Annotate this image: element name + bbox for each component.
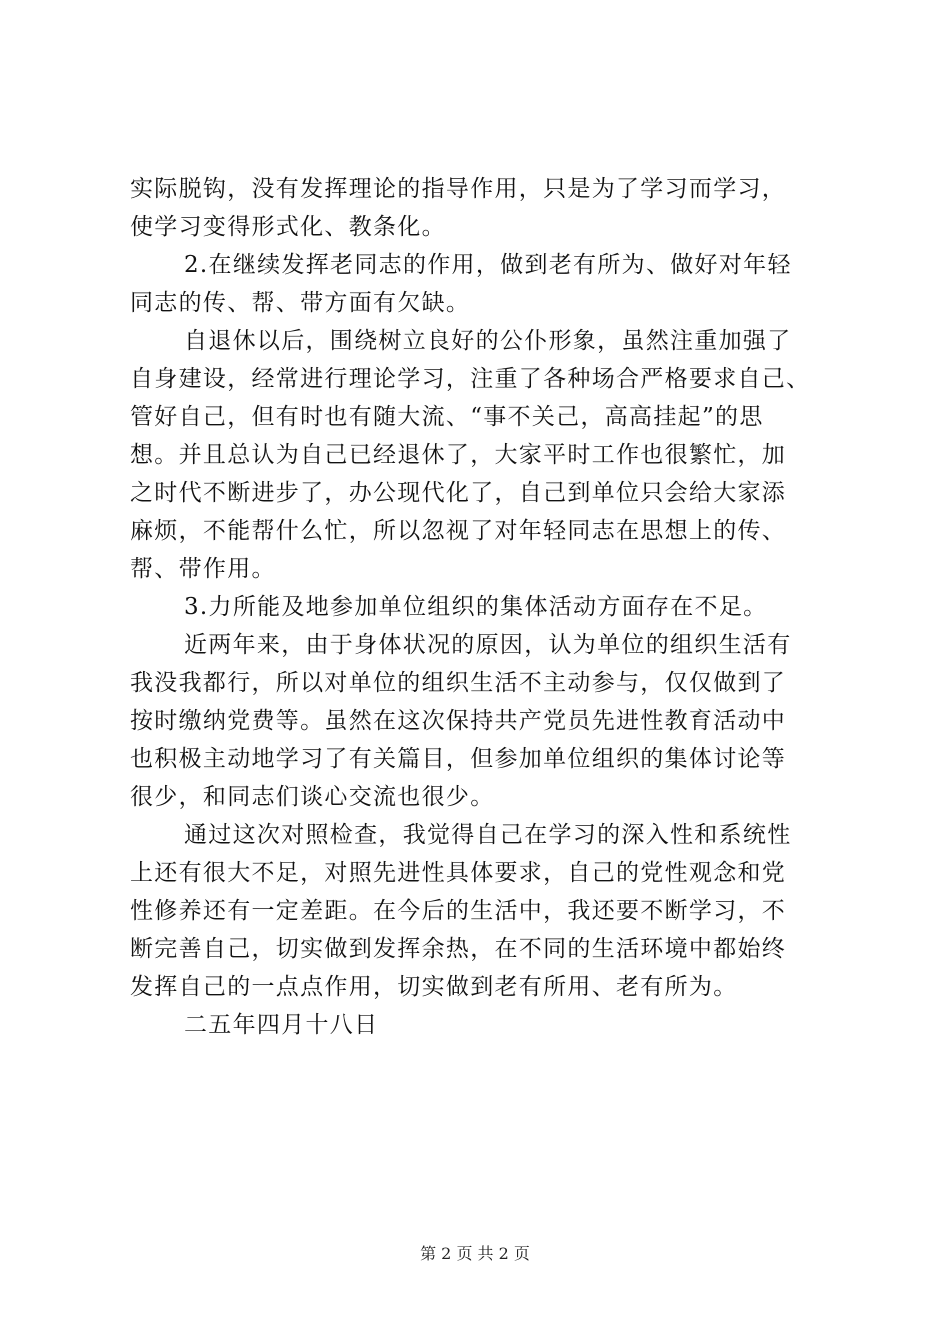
text-line: 很少，和同志们谈心交流也很少。 (130, 784, 495, 810)
text-line: 麻烦，不能帮什么忙，所以忽视了对年轻同志在思想上的传、 (130, 518, 787, 544)
text-line: 实际脱钩，没有发挥理论的指导作用，只是为了学习而学习， (130, 176, 787, 202)
text-line: 帮、带作用。 (130, 556, 276, 582)
text-line: 发挥自己的一点点作用，切实做到老有所用、老有所为。 (130, 974, 738, 1000)
text-line: 上还有很大不足，对照先进性具体要求，自己的党性观念和党 (130, 860, 787, 886)
section-heading: 3.力所能及地参加单位组织的集体活动方面存在不足。 (184, 594, 768, 620)
paragraph-start: 自退休以后，围绕树立良好的公仆形象，虽然注重加强了 (184, 328, 792, 354)
text-line: 自身建设，经常进行理论学习，注重了各种场合严格要求自己、 (130, 366, 811, 392)
text-line: 使学习变得形式化、教条化。 (130, 214, 446, 240)
document-body (130, 170, 830, 1044)
text-line: 我没我都行，所以对单位的组织生活不主动参与，仅仅做到了 (130, 670, 787, 696)
paragraph-start: 通过这次对照检查，我觉得自己在学习的深入性和系统性 (184, 822, 792, 848)
text-line: 性修养还有一定差距。在今后的生活中，我还要不断学习，不 (130, 898, 787, 924)
text-line: 管好自己，但有时也有随大流、“事不关己，高高挂起”的思 (130, 404, 764, 430)
text-line: 想。并且总认为自己已经退休了，大家平时工作也很繁忙，加 (130, 442, 787, 468)
text-line: 断完善自己，切实做到发挥余热，在不同的生活环境中都始终 (130, 936, 787, 962)
text-line: 之时代不断进步了，办公现代化了，自己到单位只会给大家添 (130, 480, 787, 506)
text-line: 同志的传、帮、带方面有欠缺。 (130, 290, 471, 316)
page-footer (0, 1242, 950, 1266)
document-date: 二五年四月十八日 (184, 1012, 379, 1038)
text-line: 也积极主动地学习了有关篇目，但参加单位组织的集体讨论等 (130, 746, 787, 772)
text-line: 按时缴纳党费等。虽然在这次保持共产党员先进性教育活动中 (130, 708, 787, 734)
section-heading: 2.在继续发挥老同志的作用，做到老有所为、做好对年轻 (184, 252, 792, 278)
paragraph-start: 近两年来，由于身体状况的原因，认为单位的组织生活有 (184, 632, 792, 658)
page-number-label: 第 2 页 共 2 页 (420, 1244, 530, 1263)
